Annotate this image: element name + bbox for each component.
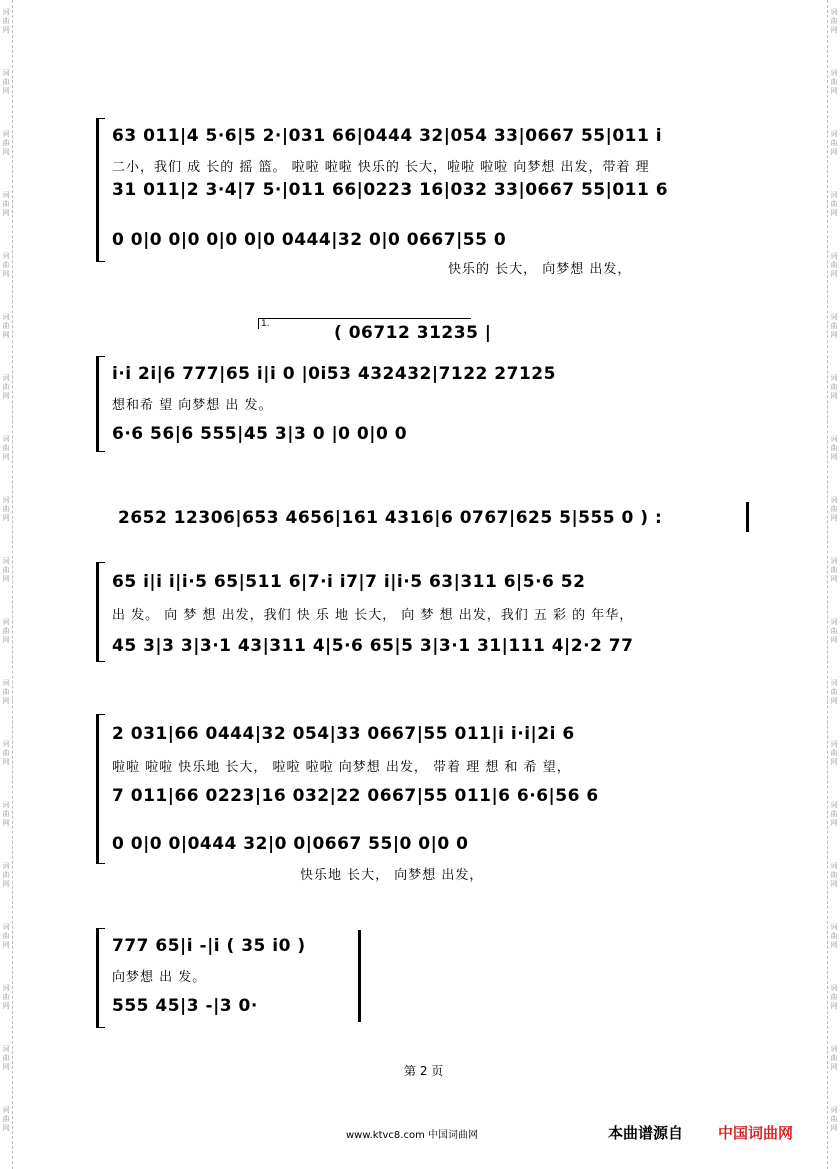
volta-label: 1.: [261, 319, 270, 329]
harmony-line-2: 6·6 56|6 555|45 3|3 0 |0 0|0 0: [112, 424, 408, 444]
score-system-6: [96, 928, 756, 1028]
harmony-line-4: 45 3|3 3|3·1 43|311 4|5·6 65|5 3|3·1 31|111 4|2·2 77: [112, 636, 634, 656]
watermark-text: 词 曲 网: [830, 496, 838, 522]
page-number: 第 2 页: [404, 1064, 444, 1078]
watermark-text: 词 曲 网: [2, 740, 10, 766]
score-system-1: [96, 118, 756, 277]
watermark-text: 词 曲 网: [830, 313, 838, 339]
watermark-text: 词 曲 网: [2, 1045, 10, 1071]
watermark-text: 词 曲 网: [830, 130, 838, 156]
watermark-text: 词 曲 网: [830, 862, 838, 888]
watermark-text: 词 曲 网: [830, 618, 838, 644]
watermark-text: 词 曲 网: [2, 374, 10, 400]
site-url: www.ktvc8.com 中国词曲网: [346, 1130, 479, 1141]
watermark-text: 词 曲 网: [830, 923, 838, 949]
backing-lyric-5: 快乐地 长大， 向梦想 出发，: [300, 868, 484, 883]
watermark-text: 词 曲 网: [2, 557, 10, 583]
watermark-text: 词 曲 网: [2, 496, 10, 522]
repeat-end-bar: [746, 502, 749, 532]
watermark-text: 词 曲 网: [2, 69, 10, 95]
melody-line-6: 777 65|i -|i ( 35 i0 ): [112, 936, 306, 956]
harmony-line-5: 7 011|66 0223|16 032|22 0667|55 011|6 6·6|56 6: [112, 786, 599, 806]
watermark-text: 词 曲 网: [2, 862, 10, 888]
watermark-text: 词 曲 网: [830, 557, 838, 583]
melody-line-2: i·i 2i|6 777|65 i|i 0 |0i53 432432|7122 27125: [112, 364, 556, 384]
lyric-line-4: 出 发。 向 梦 想 出发，我们 快 乐 地 长大， 向 梦 想 出发，我们 五 彩 的 年华，: [112, 608, 634, 623]
backing-line-5: 0 0|0 0|0444 32|0 0|0667 55|0 0|0 0: [112, 834, 469, 854]
watermark-text: 词 曲 网: [830, 8, 838, 34]
score-system-3: [96, 496, 756, 536]
melody-line-5: 2 031|66 0444|32 054|33 0667|55 011|i i·i|2i 6: [112, 724, 575, 744]
system-brace: [96, 562, 105, 662]
lyric-line-6: 向梦想 出 发。: [112, 970, 207, 985]
watermark-text: 词 曲 网: [830, 801, 838, 827]
watermark-text: 词 曲 网: [830, 374, 838, 400]
source-label: 本曲谱源自: [608, 1124, 684, 1142]
watermark-text: 词 曲 网: [2, 1106, 10, 1132]
interlude-line: 2652 12306|653 4656|161 4316|6 0767|625 5|555 0 ) :: [118, 508, 663, 528]
watermark-text: 词 曲 网: [2, 252, 10, 278]
system-brace: [96, 714, 105, 864]
watermark-text: 词 曲 网: [830, 984, 838, 1010]
watermark-text: 词 曲 网: [2, 801, 10, 827]
watermark-text: 词 曲 网: [830, 435, 838, 461]
final-bar: [358, 930, 361, 1022]
watermark-text: 词 曲 网: [2, 8, 10, 34]
watermark-text: 词 曲 网: [830, 252, 838, 278]
left-watermark-strip: [0, 0, 13, 1169]
melody-line-1: 63 011|4 5·6|5 2·|031 66|0444 32|054 33|0667 55|011 i: [112, 126, 663, 146]
score-system-4: [96, 562, 756, 662]
watermark-text: 词 曲 网: [830, 1106, 838, 1132]
watermark-text: 词 曲 网: [830, 191, 838, 217]
harmony-line-6: 555 45|3 -|3 0·: [112, 996, 258, 1016]
lyric-line-2: 想和希 望 向梦想 出 发。: [112, 398, 273, 413]
backing-lyric-1: 快乐的 长大， 向梦想 出发，: [448, 262, 632, 277]
watermark-text: 词 曲 网: [2, 313, 10, 339]
watermark-text: 词 曲 网: [2, 191, 10, 217]
watermark-text: 词 曲 网: [830, 69, 838, 95]
harmony-line-1: 31 011|2 3·4|7 5·|011 66|0223 16|032 33|0667 55|011 6: [112, 180, 669, 200]
backing-line-1: 0 0|0 0|0 0|0 0|0 0444|32 0|0 0667|55 0: [112, 230, 507, 250]
system-brace: [96, 118, 105, 262]
watermark-text: 词 曲 网: [2, 130, 10, 156]
intro-phrase: ( 06712 31235 |: [334, 323, 492, 343]
source-site-link[interactable]: 中国词曲网: [718, 1124, 794, 1142]
right-watermark-strip: [827, 0, 840, 1169]
watermark-text: 词 曲 网: [2, 435, 10, 461]
watermark-text: 词 曲 网: [2, 923, 10, 949]
lyric-line-5: 啦啦 啦啦 快乐地 长大， 啦啦 啦啦 向梦想 出发， 带着 理 想 和 希 望，: [112, 760, 571, 775]
watermark-text: 词 曲 网: [830, 679, 838, 705]
watermark-text: 词 曲 网: [2, 618, 10, 644]
lyric-line-1: 二小，我们 成 长的 摇 篮。 啦啦 啦啦 快乐的 长大，啦啦 啦啦 向梦想 出发，带着 理: [112, 160, 650, 175]
system-brace: [96, 928, 105, 1028]
watermark-text: 词 曲 网: [2, 984, 10, 1010]
system-brace: [96, 356, 105, 452]
watermark-text: 词 曲 网: [2, 679, 10, 705]
watermark-text: 词 曲 网: [830, 1045, 838, 1071]
score-system-2: [96, 356, 756, 456]
score-system-5: [96, 714, 756, 883]
watermark-text: 词 曲 网: [830, 740, 838, 766]
melody-line-4: 65 i|i i|i·5 65|511 6|7·i i7|7 i|i·5 63|311 6|5·6 52: [112, 572, 586, 592]
